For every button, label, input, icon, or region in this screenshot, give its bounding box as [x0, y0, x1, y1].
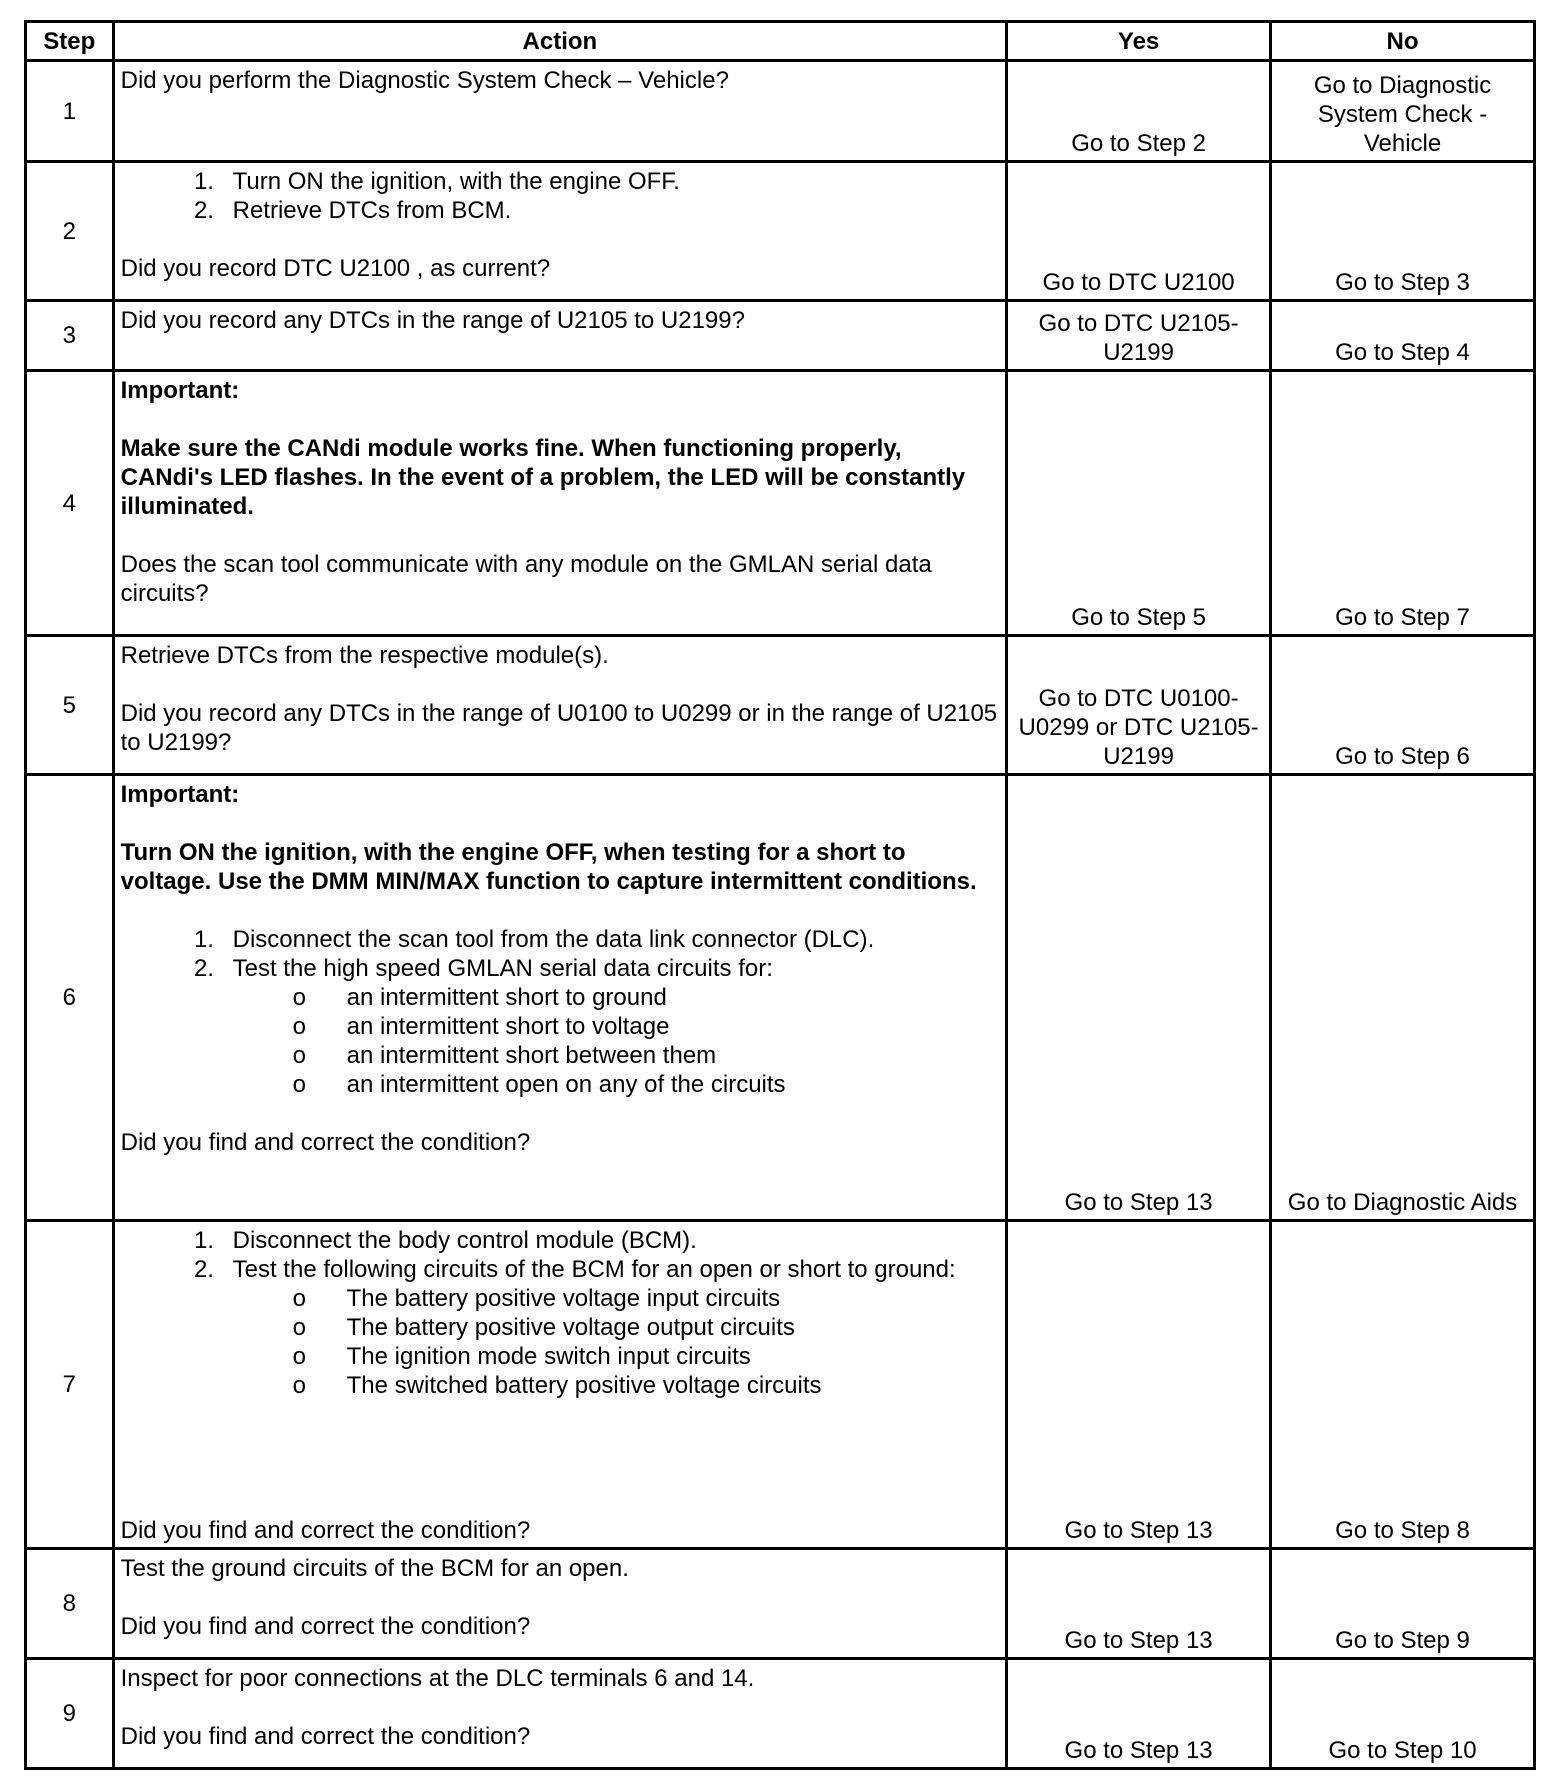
action-substep: o The switched battery positive voltage circuits — [335, 1371, 1000, 1400]
yes-cell: Go to Step 13 — [1007, 775, 1271, 1221]
action-cell — [113, 775, 1007, 1221]
table-row — [26, 775, 1535, 1221]
action-step: 2. Test the following circuits of the BCM for an open or short to ground: o The battery positive voltage input circuits o The battery positive voltage output circuits o The ignition mode switch input circuits o The switched battery positive voltage circuits — [221, 1255, 1000, 1400]
no-cell: Go to Step 10 — [1271, 1659, 1535, 1769]
action-question: Did you record DTC U2100 , as current? — [120, 255, 551, 282]
step-number: 9 — [26, 1659, 114, 1769]
no-cell: Go to Step 3 — [1271, 162, 1535, 301]
no-cell: Go to Step 6 — [1271, 636, 1535, 775]
action-substep: o an intermittent short to ground — [335, 983, 1000, 1012]
action-cell — [113, 636, 1007, 775]
yes-cell: Go to Step 5 — [1007, 371, 1271, 636]
header-row — [26, 22, 1535, 61]
important-note: Turn ON the ignition, with the engine OFF, when testing for a short to voltage. Use the DMM MIN/MAX function to capture intermittent conditions. — [120, 839, 977, 895]
action-substeps — [233, 983, 1000, 1099]
step-number: 7 — [26, 1221, 114, 1549]
important-label: Important: — [120, 781, 240, 808]
table-row — [26, 1549, 1535, 1659]
action-question: Does the scan tool communicate with any module on the GMLAN serial data circuits? — [120, 551, 932, 607]
no-cell: Go to Step 7 — [1271, 371, 1535, 636]
step-number: 3 — [26, 301, 114, 371]
action-cell — [113, 301, 1007, 371]
table-row — [26, 301, 1535, 371]
action-substeps — [233, 1284, 1000, 1400]
action-cell — [113, 1659, 1007, 1769]
action-cell — [113, 162, 1007, 301]
action-step: 1. Disconnect the scan tool from the data link connector (DLC). — [221, 925, 1000, 954]
yes-cell: Go to DTC U2100 — [1007, 162, 1271, 301]
no-cell: Go to Step 4 — [1271, 301, 1535, 371]
action-question: Did you record any DTCs in the range of U2105 to U2199? — [120, 307, 745, 334]
action-steps — [121, 167, 1000, 225]
action-question: Did you find and correct the condition? — [120, 1723, 531, 1750]
action-instruction: Test the ground circuits of the BCM for an open. — [120, 1555, 629, 1582]
diagnostic-table — [24, 20, 1536, 1770]
step-number: 6 — [26, 775, 114, 1221]
action-cell — [113, 61, 1007, 162]
yes-cell: Go to Step 2 — [1007, 61, 1271, 162]
action-steps — [121, 1226, 1000, 1400]
no-cell: Go to Step 8 — [1271, 1221, 1535, 1549]
table-row — [26, 61, 1535, 162]
action-question: Did you find and correct the condition? — [120, 1517, 531, 1544]
action-cell — [113, 1549, 1007, 1659]
header-yes: Yes — [1007, 22, 1271, 61]
action-question: Did you perform the Diagnostic System Check – Vehicle? — [120, 67, 729, 94]
action-substep: o The battery positive voltage output circuits — [335, 1313, 1000, 1342]
action-substep: o The battery positive voltage input circuits — [335, 1284, 1000, 1313]
header-no: No — [1271, 22, 1535, 61]
action-step: 1. Disconnect the body control module (BCM). — [221, 1226, 1000, 1255]
action-cell — [113, 1221, 1007, 1549]
action-step: 1. Turn ON the ignition, with the engine OFF. — [221, 167, 1000, 196]
step-number: 1 — [26, 61, 114, 162]
action-substep: o The ignition mode switch input circuits — [335, 1342, 1000, 1371]
action-substep: o an intermittent open on any of the circuits — [335, 1070, 1000, 1099]
step-number: 8 — [26, 1549, 114, 1659]
table-row — [26, 162, 1535, 301]
table-row — [26, 371, 1535, 636]
action-instruction: Inspect for poor connections at the DLC terminals 6 and 14. — [120, 1665, 755, 1692]
step-number: 4 — [26, 371, 114, 636]
step-number: 5 — [26, 636, 114, 775]
step-number: 2 — [26, 162, 114, 301]
action-step: 2. Test the high speed GMLAN serial data circuits for: o an intermittent short to ground o an intermittent short to voltage o an intermittent short between them o an intermittent open on any of the circuits — [221, 954, 1000, 1099]
yes-cell: Go to DTC U2105-U2199 — [1007, 301, 1271, 371]
action-substep: o an intermittent short between them — [335, 1041, 1000, 1070]
header-step: Step — [26, 22, 114, 61]
action-steps — [121, 925, 1000, 1099]
yes-cell: Go to Step 13 — [1007, 1659, 1271, 1769]
action-question: Did you find and correct the condition? — [120, 1129, 531, 1156]
action-substep: o an intermittent short to voltage — [335, 1012, 1000, 1041]
yes-cell: Go to Step 13 — [1007, 1221, 1271, 1549]
yes-cell: Go to Step 13 — [1007, 1549, 1271, 1659]
important-label: Important: — [120, 377, 240, 404]
no-cell: Go to Diagnostic Aids — [1271, 775, 1535, 1221]
header-action: Action — [113, 22, 1007, 61]
action-cell — [113, 371, 1007, 636]
action-question: Did you record any DTCs in the range of U0100 to U0299 or in the range of U2105 to U2199? — [120, 700, 998, 756]
important-note: Make sure the CANdi module works fine. When functioning properly, CANdi's LED flashes. In the event of a problem, the LED will be constantly illuminated. — [120, 435, 966, 520]
table-row — [26, 1659, 1535, 1769]
no-cell: Go to Diagnostic System Check - Vehicle — [1271, 61, 1535, 162]
action-instruction: Retrieve DTCs from the respective module(s). — [120, 642, 609, 669]
action-question: Did you find and correct the condition? — [120, 1613, 531, 1640]
table-row — [26, 636, 1535, 775]
action-step: 2. Retrieve DTCs from BCM. — [221, 196, 1000, 225]
no-cell: Go to Step 9 — [1271, 1549, 1535, 1659]
yes-cell: Go to DTC U0100-U0299 or DTC U2105-U2199 — [1007, 636, 1271, 775]
table-row — [26, 1221, 1535, 1549]
